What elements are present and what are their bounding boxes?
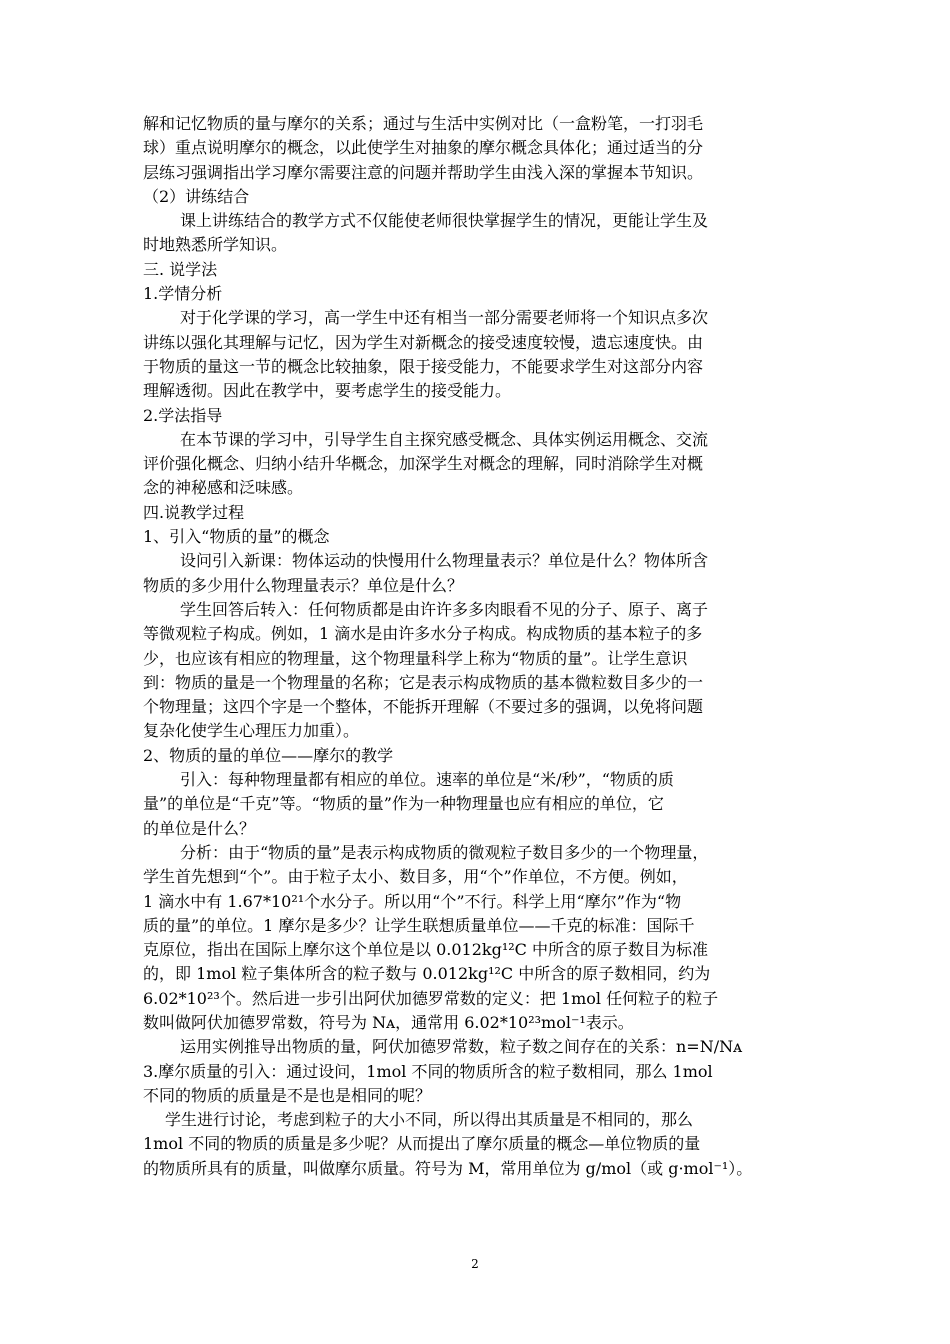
text-line: 2.学法指导 [143,405,223,425]
text-line: 引入：每种物理量都有相应的单位。速率的单位是“米/秒”，“物质的质 [180,770,674,790]
text-line: 评价强化概念、归纳小结升华概念，加深学生对概念的理解，同时消除学生对概 [143,454,704,474]
text-line: 运用实例推导出物质的量，阿伏加德罗常数，粒子数之间存在的关系：n=N/Nᴀ [180,1037,743,1057]
text-line: 课上讲练结合的教学方式不仅能使老师很快掌握学生的情况，更能让学生及 [180,211,709,231]
text-line: 物质的多少用什么物理量表示？单位是什么？ [143,575,464,595]
text-line: 2、物质的量的单位——摩尔的教学 [143,745,394,765]
text-line: 的单位是什么？ [143,818,256,838]
text-line: 少，也应该有相应的物理量，这个物理量科学上称为“物质的量”。让学生意识 [143,648,688,668]
text-line: 到：物质的量是一个物理量的名称；它是表示构成物质的基本微粒数目多少的一 [143,672,704,692]
text-line: 个物理量；这四个字是一个整体，不能拆开理解（不要过多的强调，以免将问题 [143,697,704,717]
text-line: 学生回答后转入：任何物质都是由许许多多肉眼看不见的分子、原子、离子 [180,599,709,619]
text-line: 克原位，指出在国际上摩尔这个单位是以 0.012kg¹²C 中所含的原子数目为标准 [143,940,708,960]
text-line: 3.摩尔质量的引入：通过设问，1mol 不同的物质所含的粒子数相同，那么 1mol [143,1061,713,1081]
text-line: 于物质的量这一节的概念比较抽象，限于接受能力，不能要求学生对这部分内容 [143,356,704,376]
text-line: 理解透彻。因此在教学中，要考虑学生的接受能力。 [143,381,512,401]
text-line: 时地熟悉所学知识。 [143,235,288,255]
text-line: 的物质所具有的质量，叫做摩尔质量。符号为 M，常用单位为 g/mol（或 g·mol⁻¹）。 [143,1158,753,1178]
document-body [143,112,811,1181]
page-number: 2 [471,1257,479,1271]
text-line: 1mol 不同的物质的质量是多少呢？从而提出了摩尔质量的概念—单位物质的量 [143,1134,701,1154]
text-line: （2）讲练结合 [143,186,250,206]
text-line: 设问引入新课：物体运动的快慢用什么物理量表示？单位是什么？物体所含 [180,551,709,571]
text-line: 1、引入“物质的量”的概念 [143,527,330,547]
text-line: 的，即 1mol 粒子集体所含的粒子数与 0.012kg¹²C 中所含的原子数相同，约为 [143,964,711,984]
text-line: 对于化学课的学习，高一学生中还有相当一部分需要老师将一个知识点多次 [180,308,709,328]
text-line: 量”的单位是“千克”等。“物质的量”作为一种物理量也应有相应的单位，它 [143,794,664,814]
text-line: 1.学情分析 [143,284,223,304]
text-line: 数叫做阿伏加德罗常数，符号为 Nᴀ，通常用 6.02*10²³mol⁻¹表示。 [143,1012,634,1032]
text-line: 念的神秘感和泛味感。 [143,478,304,498]
text-line: 学生首先想到“个”。由于粒子太小、数目多，用“个”作单位，不方便。例如， [143,867,688,887]
text-line: 学生进行讨论，考虑到粒子的大小不同，所以得出其质量是不相同的，那么 [165,1110,694,1130]
text-line: 四.说教学过程 [143,502,245,522]
text-line: 质的量”的单位。1 摩尔是多少？让学生联想质量单位——千克的标准：国际千 [143,915,695,935]
text-line: 不同的物质的质量是不是也是相同的呢？ [143,1085,432,1105]
text-line: 等微观粒子构成。例如，1 滴水是由许多水分子构成。构成物质的基本粒子的多 [143,624,703,644]
text-line: 6.02*10²³个。然后进一步引出阿伏加德罗常数的定义：把 1mol 任何粒子的粒子 [143,988,719,1008]
text-line: 1 滴水中有 1.67*10²¹个水分子。所以用“个”不行。科学上用“摩尔”作为“物 [143,891,682,911]
text-line: 分析：由于“物质的量”是表示构成物质的微观粒子数目多少的一个物理量， [180,842,709,862]
text-line: 解和记忆物质的量与摩尔的关系；通过与生活中实例对比（一盒粉笔，一打羽毛 [143,114,704,133]
text-line: 球）重点说明摩尔的概念，以此使学生对抽象的摩尔概念具体化；通过适当的分 [143,138,704,158]
text-line: 复杂化使学生心理压力加重）。 [143,721,360,741]
text-line: 层练习强调指出学习摩尔需要注意的问题并帮助学生由浅入深的掌握本节知识。 [143,162,704,182]
text-line: 三. 说学法 [143,259,218,279]
text-line: 在本节课的学习中，引导学生自主探究感受概念、具体实例运用概念、交流 [180,429,709,449]
text-line: 讲练以强化其理解与记忆，因为学生对新概念的接受速度较慢，遗忘速度快。由 [143,332,704,352]
